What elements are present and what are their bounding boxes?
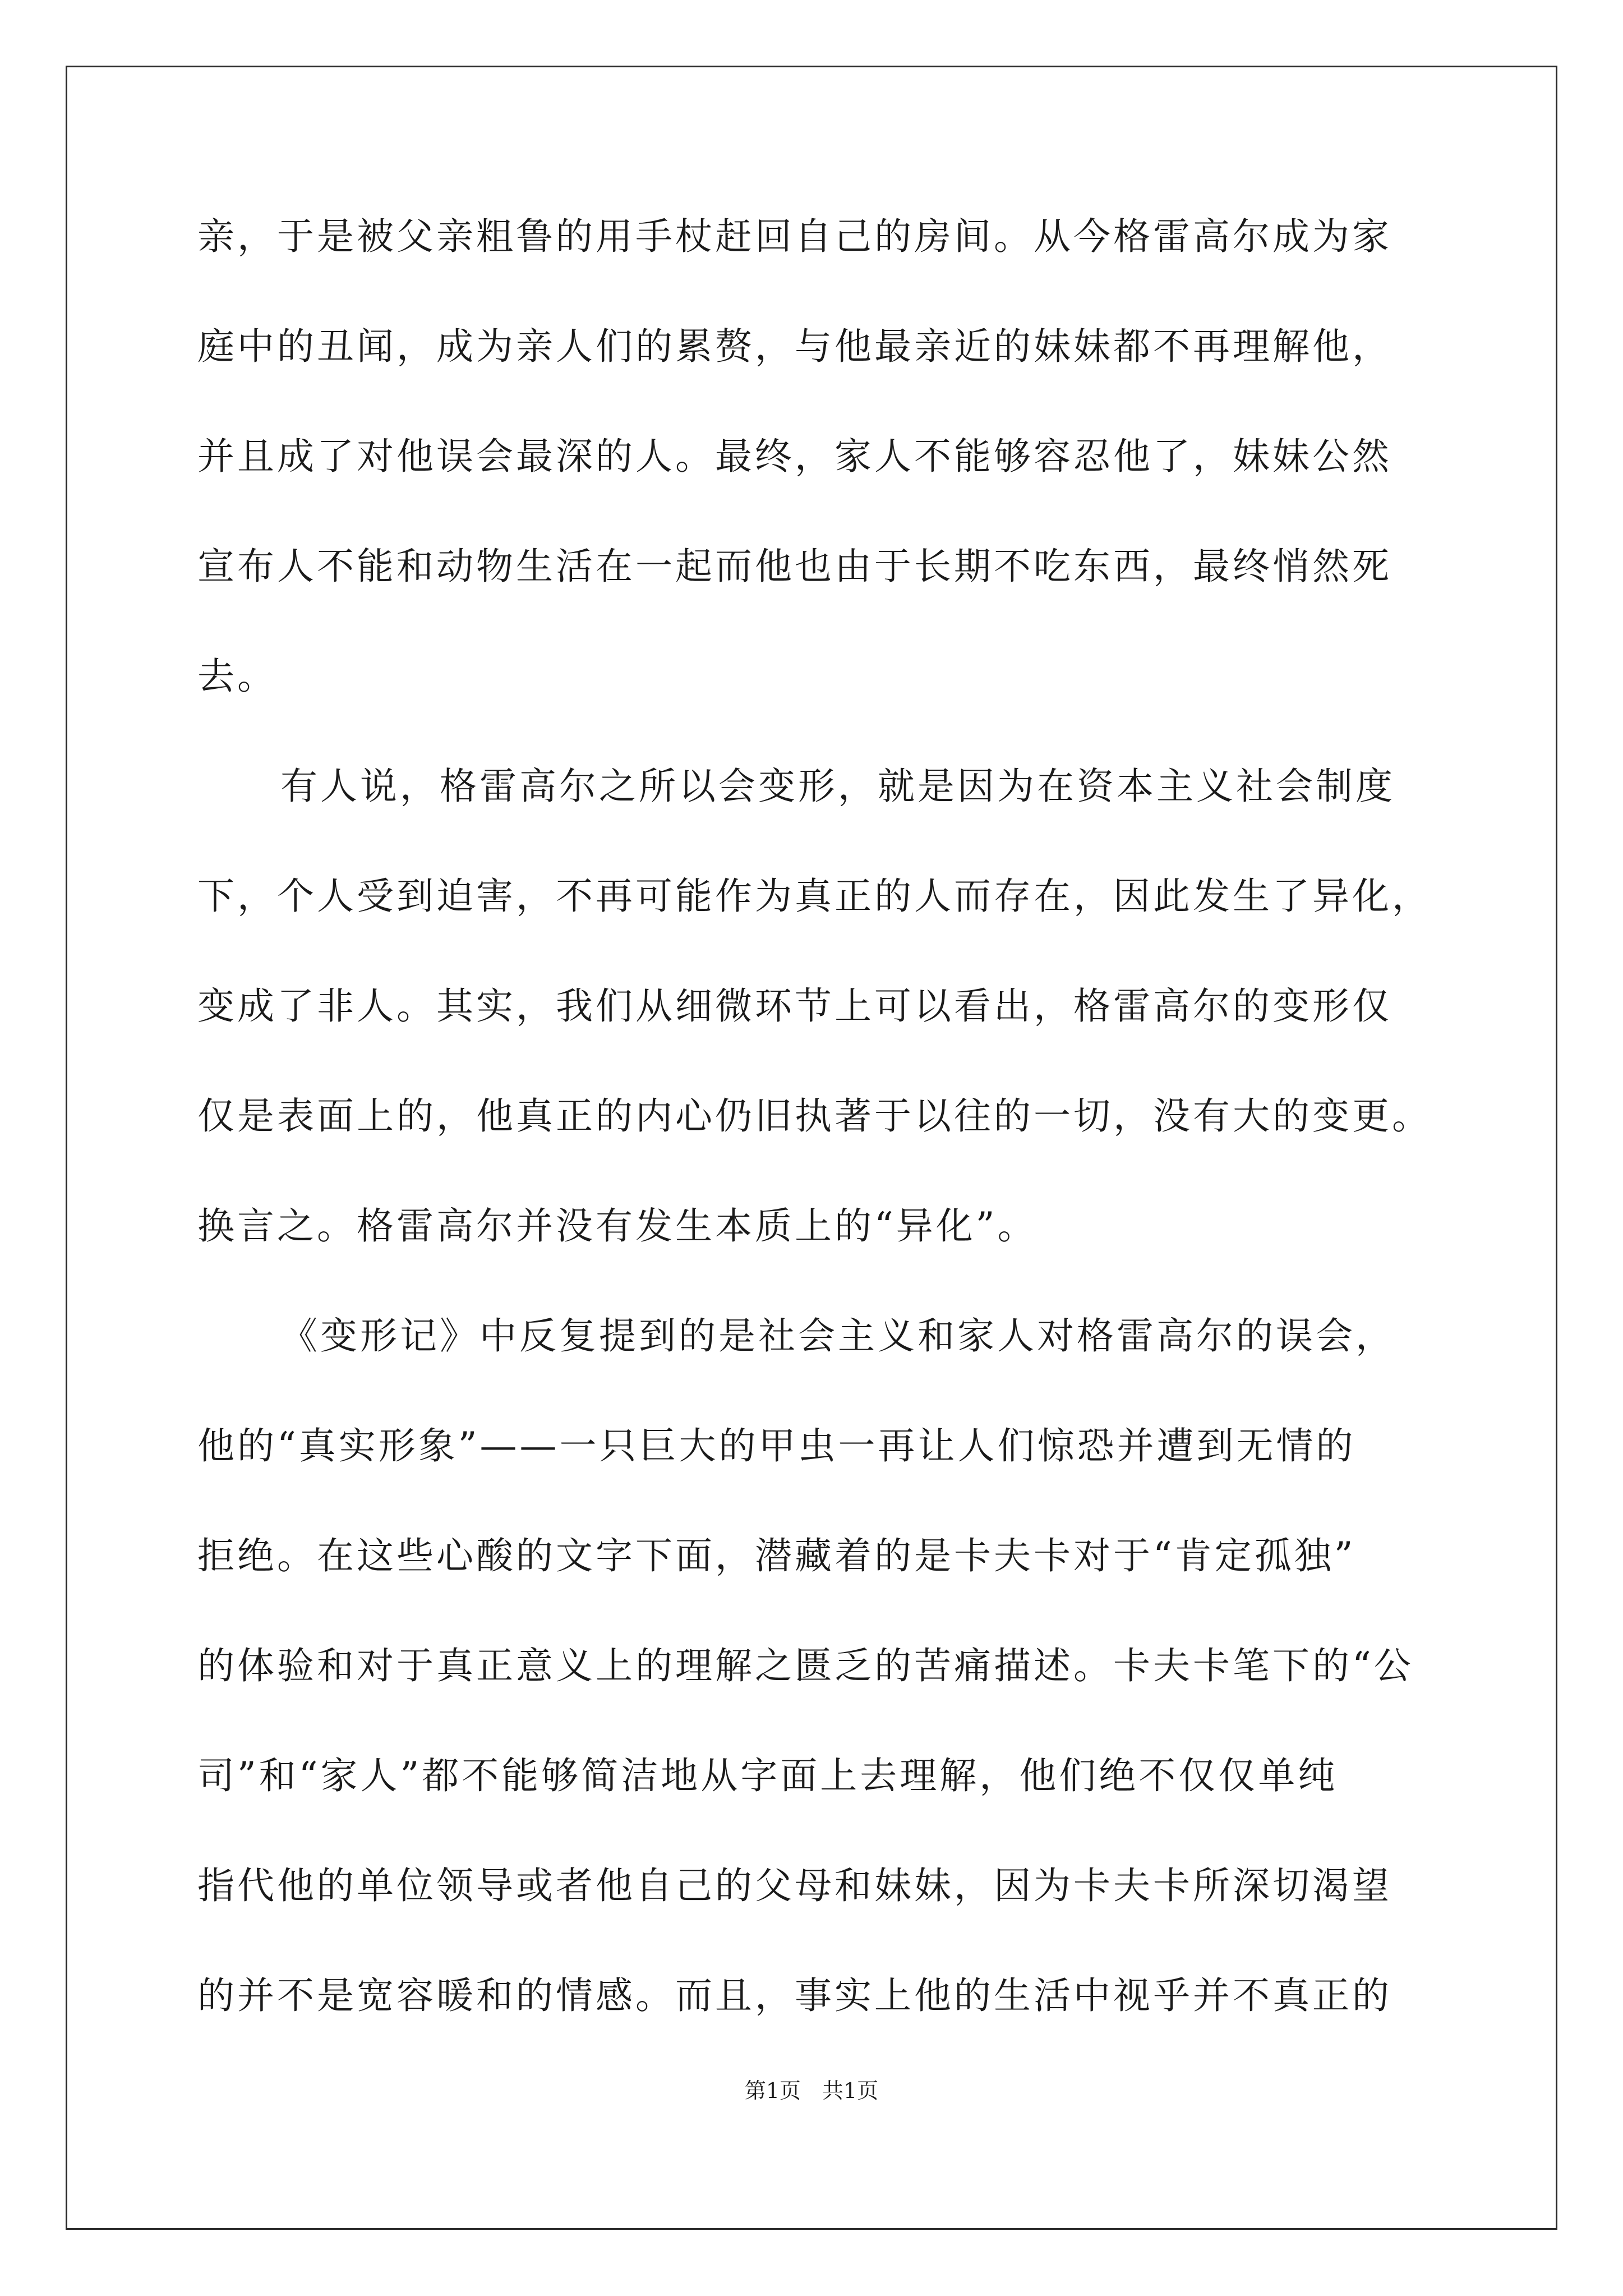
text-line: 《变形记》中反复提到的是社会主义和家人对格雷高尔的误会， [280,1314,1395,1358]
text-line: 拒绝。在这些心酸的文字下面，潜藏着的是卡夫卡对于“肯定孤独” [197,1534,1356,1577]
text-line: 的体验和对于真正意义上的理解之匮乏的苦痛描述。卡夫卡笔下的“公 [197,1644,1414,1687]
text-line: 下，个人受到迫害，不再可能作为真正的人而存在，因此发生了异化， [197,875,1432,918]
text-line: 变成了非人。其实，我们从细微环节上可以看出，格雷高尔的变形仅 [197,984,1392,1028]
text-line: 指代他的单位领导或者他自己的父母和妹妹，因为卡夫卡所深切渴望 [197,1864,1392,1907]
text-line: 司”和“家人”都不能够简洁地从字面上去理解，他们绝不仅仅单纯 [197,1754,1338,1797]
text-line: 去。 [197,655,277,698]
text-line: 的并不是宽容暖和的情感。而且，事实上他的生活中视乎并不真正的 [197,1974,1392,2017]
document-body [197,209,1442,2078]
text-line: 他的“真实形象”——一只巨大的甲虫一再让人们惊恐并遭到无情的 [197,1424,1356,1467]
text-line: 仅是表面上的，他真正的内心仍旧执著于以往的一切，没有大的变更。 [197,1094,1432,1138]
text-line: 换言之。格雷高尔并没有发生本质上的“异化”。 [197,1204,1038,1248]
text-line: 有人说，格雷高尔之所以会变形，就是因为在资本主义社会制度 [280,765,1395,808]
text-line: 宣布人不能和动物生活在一起而他也由于长期不吃东西，最终悄然死 [197,545,1392,588]
text-line: 亲，于是被父亲粗鲁的用手杖赶回自己的房间。从今格雷高尔成为家 [197,215,1392,258]
text-line: 庭中的丑闻，成为亲人们的累赘，与他最亲近的妹妹都不再理解他， [197,325,1392,368]
text-line: 并且成了对他误会最深的人。最终，家人不能够容忍他了，妹妹公然 [197,435,1392,478]
page-number-footer: 第1页 共1页 [744,2078,879,2103]
